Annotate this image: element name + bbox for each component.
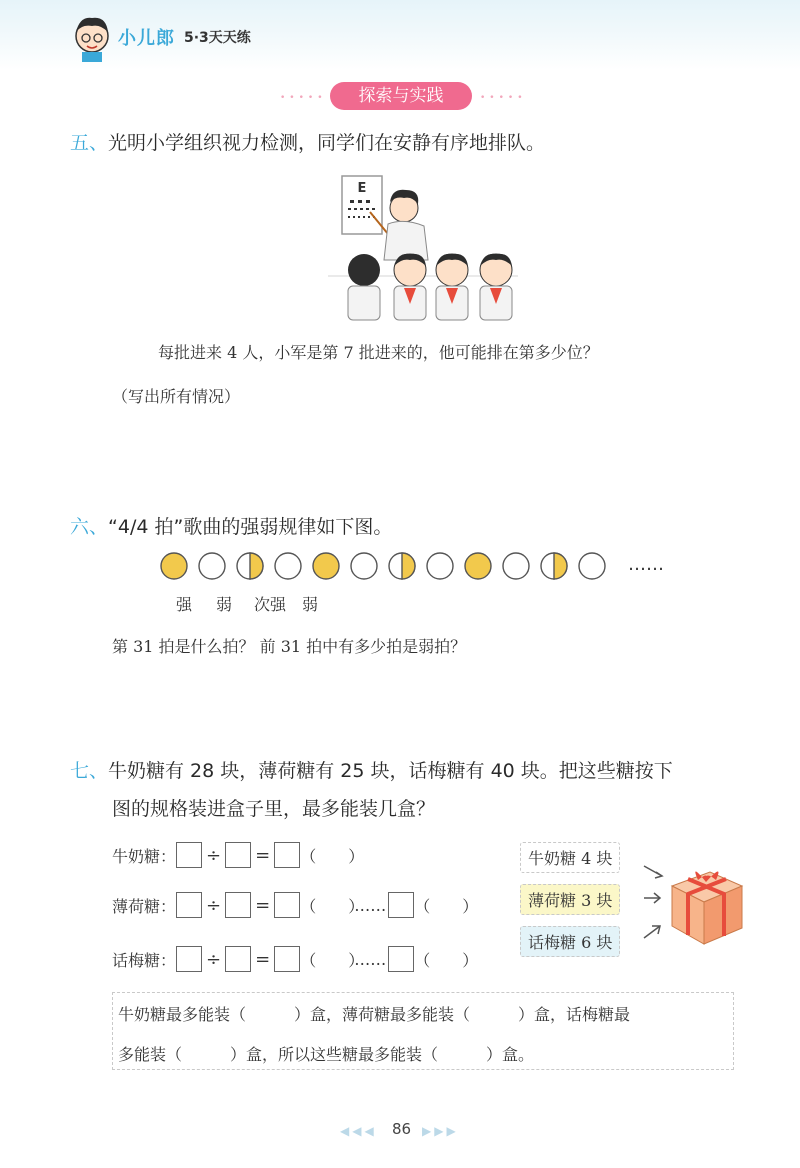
brand-logo: 小儿郎 <box>118 28 175 49</box>
divide-sign: ÷ <box>206 948 222 970</box>
decor-dots-left: ••••• <box>280 93 327 103</box>
calc-label-mint: 薄荷糖： <box>112 896 177 916</box>
beat-medium-circle <box>389 553 415 579</box>
footer-arrows-left: ◀◀◀ <box>340 1124 377 1138</box>
quotient-box[interactable] <box>274 892 300 918</box>
q6-heading <box>70 512 392 539</box>
decor-dots-right: ••••• <box>480 93 527 103</box>
beat-medium-circle <box>237 553 263 579</box>
remainder-box[interactable] <box>388 892 414 918</box>
tag-plum: 话梅糖 6 块 <box>520 926 620 957</box>
beat-strong-circle <box>161 553 187 579</box>
divide-sign: ÷ <box>206 844 222 866</box>
dividend-box[interactable] <box>176 842 202 868</box>
calc-label-plum: 话梅糖： <box>112 950 177 970</box>
beat-weak-circle <box>351 553 377 579</box>
q5-heading <box>70 128 545 155</box>
remainder-unit[interactable]: （ ） <box>414 896 479 916</box>
remainder-dots: …… <box>354 949 387 969</box>
footer-arrows-right: ▶▶▶ <box>422 1124 459 1138</box>
quotient-box[interactable] <box>274 842 300 868</box>
answer-line-2[interactable]: 多能装（ ）盒，所以这些糖最多能装（ ）盒。 <box>118 1045 535 1064</box>
q7-text-2: 图的规格装进盒子里，最多能装几盒？ <box>112 798 436 820</box>
divisor-box[interactable] <box>225 842 251 868</box>
beat-label-medium: 次强 <box>254 595 287 614</box>
beat-labels <box>176 592 342 615</box>
divisor-box[interactable] <box>225 892 251 918</box>
section-title: 探索与实践 <box>330 82 472 110</box>
beat-label-weak-2: 弱 <box>302 595 319 614</box>
q7-heading <box>70 756 673 783</box>
beat-strong-circle <box>465 553 491 579</box>
calc-row-plum <box>112 946 479 972</box>
q6-number: 六、 <box>70 516 109 538</box>
mascot-icon <box>70 12 114 62</box>
calc-row-milk <box>112 842 365 868</box>
q6-question: 第 31 拍是什么拍？ 前 31 拍中有多少拍是弱拍？ <box>112 637 467 656</box>
q5-text: 光明小学组织视力检测，同学们在安静有序地排队。 <box>108 132 546 154</box>
beat-medium-circle <box>541 553 567 579</box>
divide-sign: ÷ <box>206 894 222 916</box>
remainder-unit[interactable]: （ ） <box>414 950 479 970</box>
beat-weak-circle <box>579 553 605 579</box>
quotient-unit[interactable]: （ ） <box>300 846 365 866</box>
eye-chart-letter: E <box>357 181 367 196</box>
beat-weak-circle <box>275 553 301 579</box>
dividend-box[interactable] <box>176 946 202 972</box>
equals-sign: = <box>255 894 271 916</box>
beat-label-strong: 强 <box>176 595 193 614</box>
q5-line2: （写出所有情况） <box>112 387 241 406</box>
series-title: 5·3天天练 <box>184 30 251 46</box>
remainder-box[interactable] <box>388 946 414 972</box>
remainder-dots: …… <box>354 895 387 915</box>
q7-number: 七、 <box>70 760 109 782</box>
page-number: 86 <box>392 1120 412 1138</box>
quotient-box[interactable] <box>274 946 300 972</box>
beat-weak-circle <box>199 553 225 579</box>
beat-pattern <box>160 548 630 584</box>
q5-line1: 每批进来 4 人，小军是第 7 批进来的，他可能排在第多少位？ <box>158 343 599 362</box>
quotient-unit[interactable]: （ ） <box>300 896 365 916</box>
equals-sign: = <box>255 844 271 866</box>
calc-label-milk: 牛奶糖： <box>112 846 177 866</box>
q6-text: “4/4 拍”歌曲的强弱规律如下图。 <box>108 516 393 538</box>
eye-test-illustration <box>328 172 518 322</box>
tag-mint: 薄荷糖 3 块 <box>520 884 620 915</box>
gift-box-illustration <box>640 852 750 952</box>
quotient-unit[interactable]: （ ） <box>300 950 365 970</box>
beat-ellipsis: …… <box>628 554 664 575</box>
beat-weak-circle <box>503 553 529 579</box>
dividend-box[interactable] <box>176 892 202 918</box>
tag-milk: 牛奶糖 4 块 <box>520 842 620 873</box>
beat-label-weak: 弱 <box>216 595 233 614</box>
q7-text-1: 牛奶糖有 28 块，薄荷糖有 25 块，话梅糖有 40 块。把这些糖按下 <box>108 760 673 782</box>
divisor-box[interactable] <box>225 946 251 972</box>
q5-number: 五、 <box>70 132 109 154</box>
calc-row-mint <box>112 892 479 918</box>
answer-line-1[interactable]: 牛奶糖最多能装（ ）盒，薄荷糖最多能装（ ）盒，话梅糖最 <box>118 1005 631 1024</box>
beat-strong-circle <box>313 553 339 579</box>
beat-weak-circle <box>427 553 453 579</box>
equals-sign: = <box>255 948 271 970</box>
